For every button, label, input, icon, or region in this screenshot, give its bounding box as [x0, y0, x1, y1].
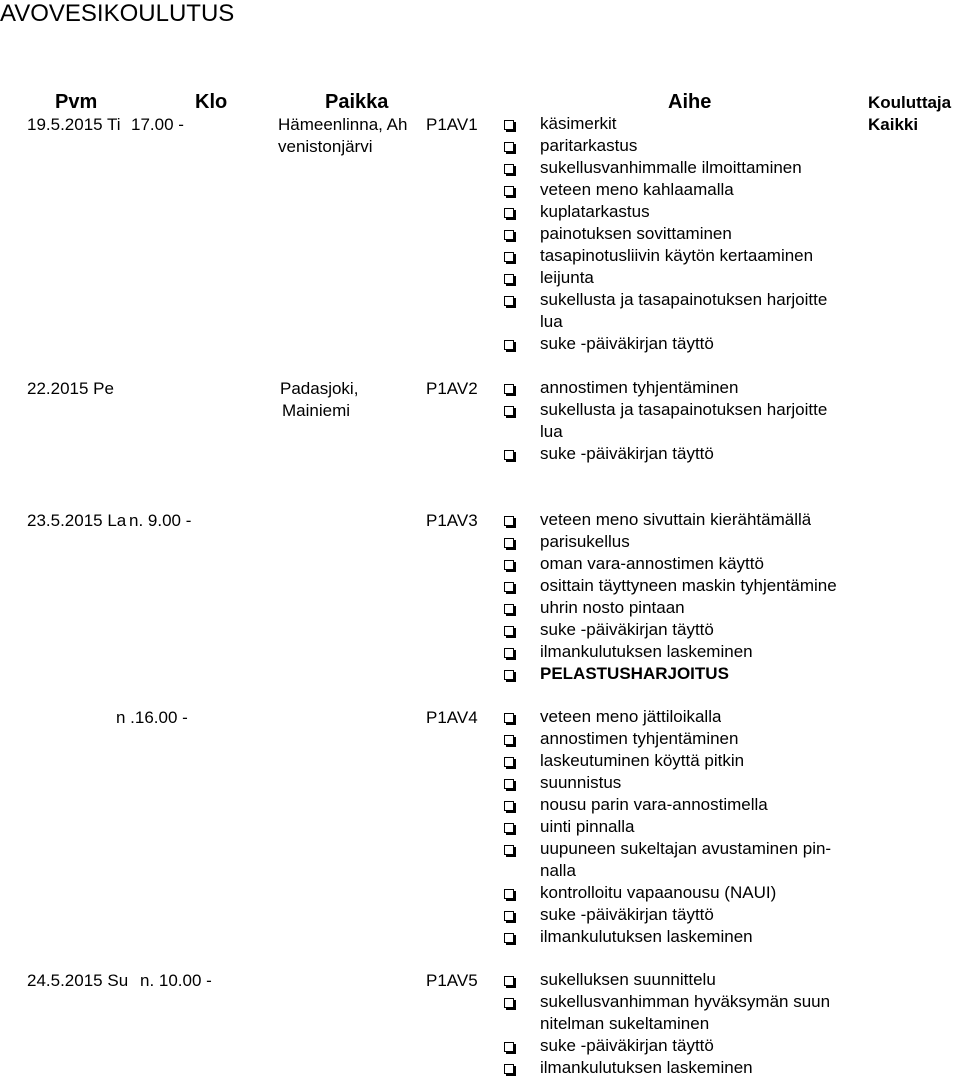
checkbox-icon — [504, 845, 514, 855]
checkbox-icon — [504, 384, 514, 394]
checkbox-icon — [504, 998, 514, 1008]
session-code: P1AV1 — [426, 115, 478, 134]
session-code: P1AV4 — [426, 708, 478, 727]
session-date: 22.2015 Pe — [27, 379, 114, 398]
checkbox-icon — [504, 252, 514, 262]
session-trainer: Kaikki — [868, 115, 919, 134]
checkbox-icon — [504, 516, 514, 526]
checkbox-icon — [504, 230, 514, 240]
checkbox-icon — [504, 670, 514, 680]
checkbox-icon — [504, 933, 514, 943]
session-time: n .16.00 - — [116, 708, 188, 727]
checkbox-icon — [504, 735, 514, 745]
session-code: P1AV3 — [426, 511, 478, 530]
session-place: Padasjoki, — [280, 379, 359, 398]
checkbox-icon — [504, 626, 514, 636]
checkbox-icon — [504, 801, 514, 811]
session-time: n. 10.00 - — [140, 971, 212, 990]
session-date: 19.5.2015 Ti — [27, 115, 121, 134]
checkbox-icon — [504, 340, 514, 350]
header-klo: Klo — [195, 91, 228, 113]
checkbox-icon — [504, 911, 514, 921]
checkbox-icon — [504, 582, 514, 592]
checkbox-icon — [504, 560, 514, 570]
header-pvm: Pvm — [55, 91, 98, 113]
session-place: Hämeenlinna, Ah — [278, 115, 408, 134]
checkbox-icon — [504, 208, 514, 218]
checkbox-icon — [504, 450, 514, 460]
session-time: n. 9.00 - — [129, 511, 192, 530]
checkbox-icon — [504, 296, 514, 306]
session-time: 17.00 - — [131, 115, 184, 134]
checkbox-icon — [504, 142, 514, 152]
checkbox-icon — [504, 648, 514, 658]
checkbox-icon — [504, 406, 514, 416]
checkbox-icon — [504, 1064, 514, 1074]
session-code: P1AV5 — [426, 971, 478, 990]
checkbox-icon — [504, 186, 514, 196]
checkbox-icon — [504, 538, 514, 548]
session-place-line2: Mainiemi — [282, 401, 351, 420]
checkbox-icon — [504, 713, 514, 723]
session-code: P1AV2 — [426, 379, 478, 398]
checkbox-icon — [504, 164, 514, 174]
checkbox-icon — [504, 274, 514, 284]
checkbox-icon — [504, 889, 514, 899]
checkbox-icon — [504, 823, 514, 833]
checkbox-icon — [504, 604, 514, 614]
checkbox-icon — [504, 120, 514, 130]
session-date: 23.5.2015 La — [27, 511, 127, 530]
session-place-line2: venistonjärvi — [278, 137, 373, 156]
checkbox-icon — [504, 1042, 514, 1052]
checkbox-icon — [504, 779, 514, 789]
session-date: 24.5.2015 Su — [27, 971, 129, 990]
document-title: AVOVESIKOULUTUS — [0, 0, 235, 27]
checkbox-icon — [504, 976, 514, 986]
header-aihe: Aihe — [668, 91, 712, 113]
header-paikka: Paikka — [325, 91, 389, 113]
header-kouluttaja: Kouluttaja — [868, 93, 952, 112]
checkbox-icon — [504, 757, 514, 767]
